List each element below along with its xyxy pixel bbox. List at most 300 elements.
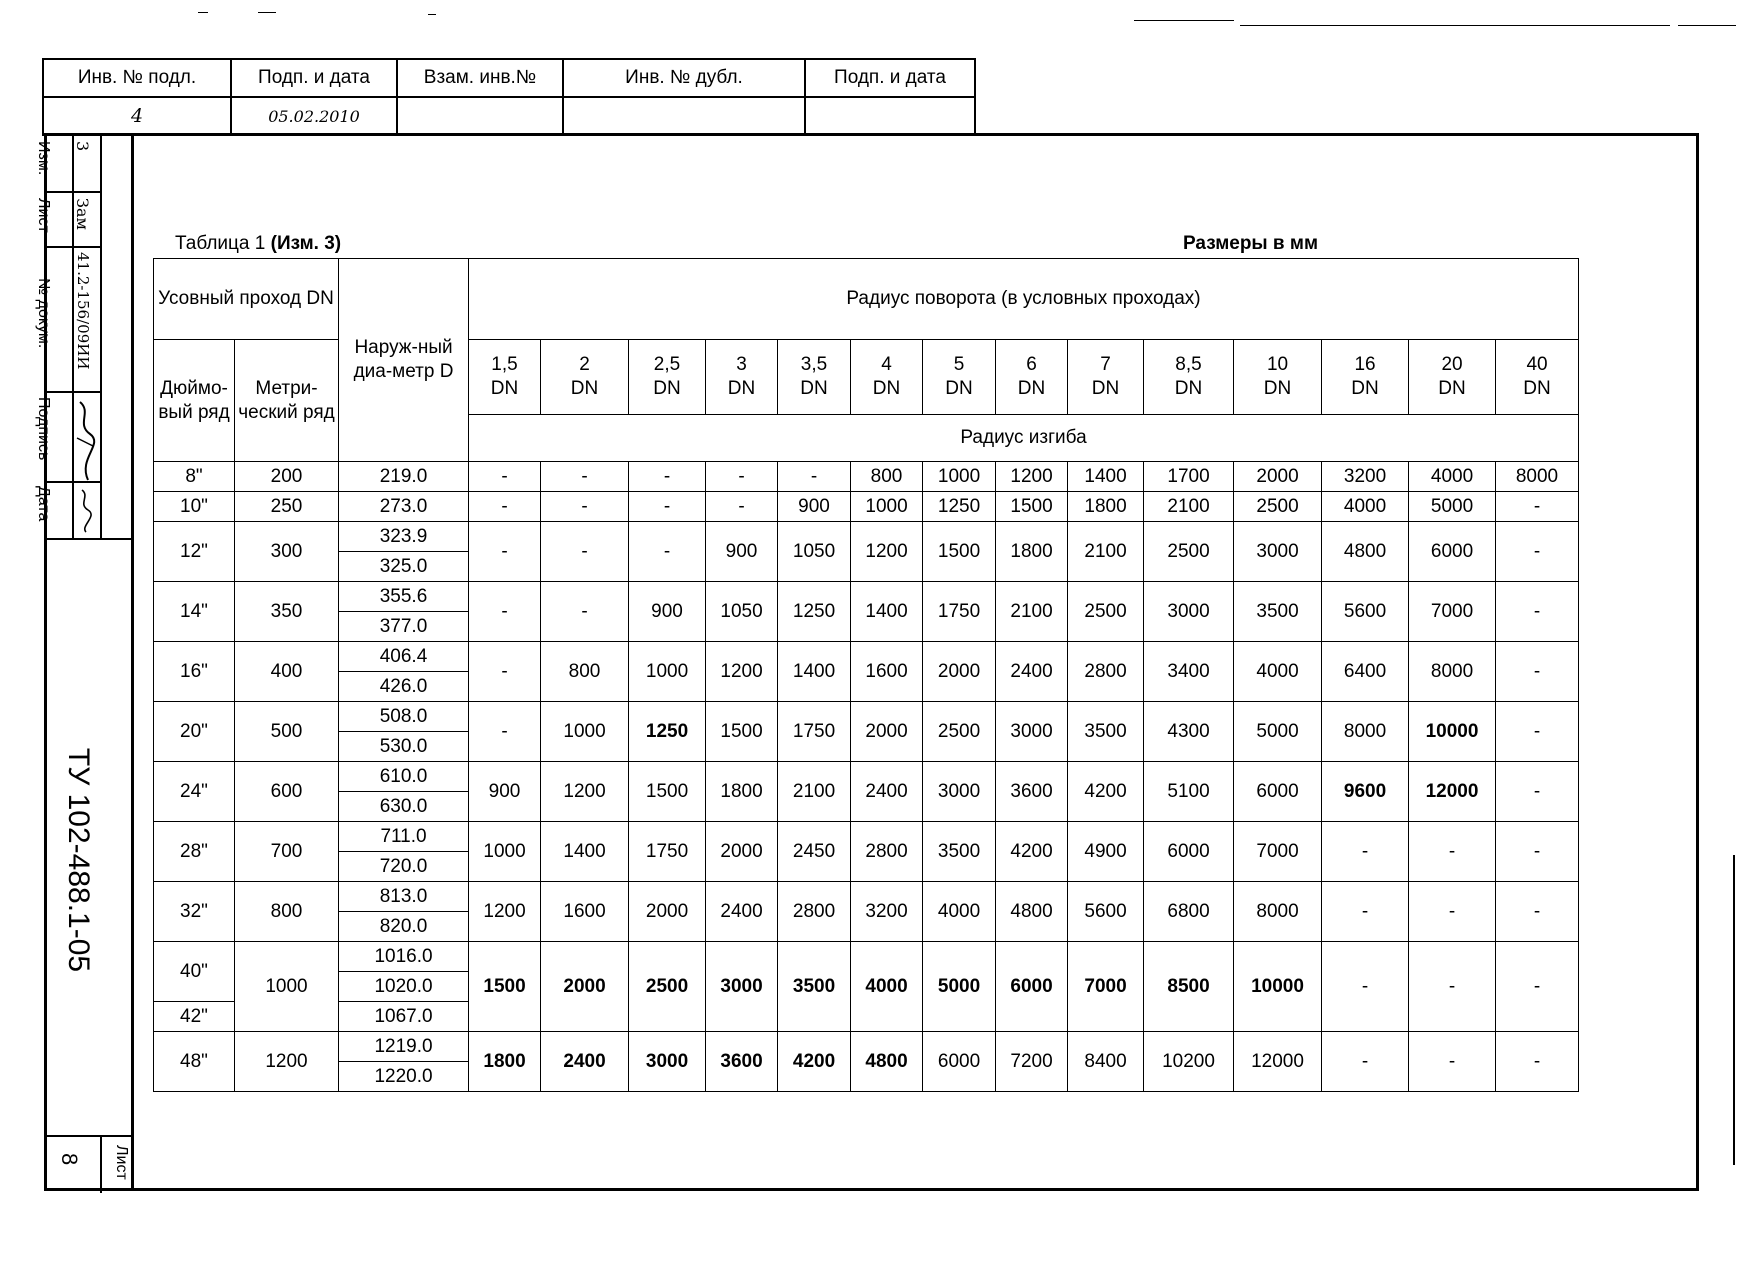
cell-radius: 1500 — [706, 702, 778, 762]
multiplier-unit: DN — [1174, 378, 1203, 399]
header-multiplier — [778, 340, 851, 415]
cell-radius: - — [1496, 822, 1579, 882]
cell-radius: - — [1496, 762, 1579, 822]
cell-radius: 2500 — [923, 702, 996, 762]
cell-radius: 4000 — [923, 882, 996, 942]
multiplier-unit: DN — [1351, 378, 1379, 399]
cell-radius: - — [541, 492, 629, 522]
multiplier-unit: DN — [727, 378, 756, 399]
cell-outer-diameter: 530.0 — [339, 732, 469, 762]
header-multiplier — [923, 340, 996, 415]
units-note: Размеры в мм — [1183, 233, 1318, 254]
cell-radius: 2450 — [778, 822, 851, 882]
cell-metric: 700 — [235, 822, 339, 882]
cell-radius: 800 — [541, 642, 629, 702]
header-dn: Усовный проход DN — [154, 259, 339, 340]
cell-outer-diameter: 1067.0 — [339, 1002, 469, 1032]
margin-line — [1733, 855, 1735, 1165]
cell-radius: 1050 — [778, 522, 851, 582]
cell-radius: - — [541, 582, 629, 642]
cell-metric: 500 — [235, 702, 339, 762]
cell-radius: 800 — [851, 462, 923, 492]
cell-radius: - — [1322, 1032, 1409, 1092]
top-mark — [1134, 20, 1234, 21]
cell-radius: 6400 — [1322, 642, 1409, 702]
cell-inch: 16" — [154, 642, 235, 702]
cell-outer-diameter: 1016.0 — [339, 942, 469, 972]
cell-radius: 2400 — [706, 882, 778, 942]
header-multiplier — [1322, 340, 1409, 415]
cell-radius: 1500 — [996, 492, 1068, 522]
cell-radius: - — [778, 462, 851, 492]
cell-radius: 2100 — [1068, 522, 1144, 582]
table-row — [154, 702, 1579, 732]
cell-metric: 200 — [235, 462, 339, 492]
multiplier-value: 20 — [1441, 354, 1463, 376]
cell-outer-diameter: 820.0 — [339, 912, 469, 942]
cell-radius: 4800 — [1322, 522, 1409, 582]
table-caption — [175, 233, 341, 255]
cell-outer-diameter: 813.0 — [339, 882, 469, 912]
cell-inch: 40" — [154, 942, 235, 1002]
cell-radius: 1250 — [629, 702, 706, 762]
cell-radius: 4900 — [1068, 822, 1144, 882]
cell-radius: 4000 — [1234, 642, 1322, 702]
cell-outer-diameter: 1220.0 — [339, 1062, 469, 1092]
date-mark — [74, 486, 96, 536]
cell-radius: 1800 — [1068, 492, 1144, 522]
cell-radius: 6000 — [923, 1032, 996, 1092]
stamp-empty — [805, 97, 975, 135]
cell-outer-diameter: 1020.0 — [339, 972, 469, 1002]
cell-radius: 3200 — [851, 882, 923, 942]
cell-radius: - — [1409, 822, 1496, 882]
cell-radius: 3600 — [996, 762, 1068, 822]
cell-radius: 1800 — [996, 522, 1068, 582]
cell-radius: 2500 — [1234, 492, 1322, 522]
header-multiplier — [1496, 340, 1579, 415]
stamp-empty — [563, 97, 805, 135]
cell-radius: - — [469, 492, 541, 522]
strip-value-doc: 41.2-156/09ИИ — [74, 252, 92, 370]
cell-metric: 1000 — [235, 942, 339, 1032]
cell-radius: 4000 — [851, 942, 923, 1032]
cell-radius: 3000 — [706, 942, 778, 1032]
cell-radius: 5000 — [923, 942, 996, 1032]
cell-radius: 1200 — [996, 462, 1068, 492]
multiplier-value: 6 — [1026, 354, 1037, 376]
cell-outer-diameter: 720.0 — [339, 852, 469, 882]
header-multiplier — [629, 340, 706, 415]
cell-radius: - — [1322, 822, 1409, 882]
cell-outer-diameter: 406.4 — [339, 642, 469, 672]
strip-value-list: Зам — [73, 198, 92, 230]
strip-divider — [100, 1137, 102, 1193]
cell-radius: 1200 — [851, 522, 923, 582]
cell-radius: 2000 — [541, 942, 629, 1032]
cell-inch: 28" — [154, 822, 235, 882]
cell-radius: 4200 — [996, 822, 1068, 882]
multiplier-value: 2 — [579, 354, 590, 376]
table-row — [154, 462, 1579, 492]
cell-radius: 2000 — [923, 642, 996, 702]
cell-radius: 2500 — [629, 942, 706, 1032]
cell-radius: - — [1496, 582, 1579, 642]
cell-radius: 4800 — [996, 882, 1068, 942]
stamp-header: Инв. № подл. — [43, 59, 231, 97]
multiplier-unit: DN — [570, 378, 599, 399]
cell-radius: 4200 — [778, 1032, 851, 1092]
cell-metric: 300 — [235, 522, 339, 582]
cell-radius: 1500 — [469, 942, 541, 1032]
cell-inch: 24" — [154, 762, 235, 822]
cell-radius: 12000 — [1409, 762, 1496, 822]
cell-radius: 5100 — [1144, 762, 1234, 822]
cell-radius: 6000 — [996, 942, 1068, 1032]
cell-outer-diameter: 610.0 — [339, 762, 469, 792]
header-multiplier — [469, 340, 541, 415]
cell-radius: 1400 — [778, 642, 851, 702]
strip-divider — [44, 246, 100, 248]
cell-metric: 800 — [235, 882, 339, 942]
cell-radius: 6000 — [1144, 822, 1234, 882]
header-multiplier — [541, 340, 629, 415]
strip-label-izm: Изм. — [35, 141, 52, 176]
multiplier-unit: DN — [653, 378, 681, 399]
sheet-number-box — [44, 1135, 134, 1191]
cell-outer-diameter: 219.0 — [339, 462, 469, 492]
cell-radius: 1500 — [923, 522, 996, 582]
top-mark — [198, 12, 208, 13]
header-multiplier — [706, 340, 778, 415]
cell-radius: - — [1409, 882, 1496, 942]
cell-metric: 1200 — [235, 1032, 339, 1092]
cell-radius: - — [629, 522, 706, 582]
cell-radius: 1750 — [778, 702, 851, 762]
strip-divider — [44, 538, 131, 540]
cell-radius: 2000 — [851, 702, 923, 762]
cell-inch: 8" — [154, 462, 235, 492]
header-turn-radius: Радиус поворота (в условных проходах) — [469, 259, 1579, 340]
cell-radius: 1250 — [778, 582, 851, 642]
cell-radius: 7000 — [1068, 942, 1144, 1032]
cell-radius: 8000 — [1409, 642, 1496, 702]
top-mark — [258, 12, 276, 13]
cell-radius: 1000 — [469, 822, 541, 882]
cell-radius: 900 — [469, 762, 541, 822]
cell-radius: 1250 — [923, 492, 996, 522]
multiplier-value: 7 — [1100, 354, 1111, 376]
cell-radius: - — [1496, 492, 1579, 522]
cell-radius: 4300 — [1144, 702, 1234, 762]
cell-radius: - — [1496, 522, 1579, 582]
cell-radius: 4000 — [1322, 492, 1409, 522]
multiplier-value: 2,5 — [653, 354, 681, 376]
strip-label-sign: Подпись — [35, 397, 52, 461]
table-row — [154, 942, 1579, 972]
cell-radius: - — [1496, 882, 1579, 942]
cell-radius: 6000 — [1409, 522, 1496, 582]
multiplier-unit: DN — [1017, 378, 1046, 399]
cell-radius: 1600 — [541, 882, 629, 942]
header-inch-series: Дюймо-вый ряд — [154, 340, 235, 462]
stamp-header: Инв. № дубл. — [563, 59, 805, 97]
stamp-inv-no: 4 — [43, 97, 231, 135]
multiplier-value: 5 — [953, 354, 965, 376]
multiplier-unit: DN — [872, 378, 901, 399]
header-multiplier — [1234, 340, 1322, 415]
cell-radius: 1000 — [629, 642, 706, 702]
table-row — [154, 492, 1579, 522]
cell-radius: - — [1409, 1032, 1496, 1092]
cell-radius: 1600 — [851, 642, 923, 702]
cell-radius: 2500 — [1144, 522, 1234, 582]
top-mark — [428, 14, 436, 15]
cell-radius: - — [1496, 1032, 1579, 1092]
cell-radius: - — [541, 522, 629, 582]
cell-radius: 5600 — [1322, 582, 1409, 642]
cell-radius: 3000 — [629, 1032, 706, 1092]
cell-radius: 8000 — [1496, 462, 1579, 492]
cell-metric: 400 — [235, 642, 339, 702]
cell-radius: 3500 — [778, 942, 851, 1032]
cell-radius: 8000 — [1322, 702, 1409, 762]
cell-radius: 2400 — [851, 762, 923, 822]
cell-radius: 1800 — [706, 762, 778, 822]
cell-radius: - — [629, 462, 706, 492]
cell-radius: 2100 — [778, 762, 851, 822]
cell-radius: - — [469, 702, 541, 762]
cell-inch: 10" — [154, 492, 235, 522]
cell-radius: 3000 — [923, 762, 996, 822]
cell-radius: 4000 — [1409, 462, 1496, 492]
cell-outer-diameter: 426.0 — [339, 672, 469, 702]
multiplier-value: 3 — [736, 354, 747, 376]
table-row — [154, 882, 1579, 912]
top-mark — [1240, 25, 1670, 26]
multiplier-unit: DN — [800, 378, 828, 399]
cell-inch: 32" — [154, 882, 235, 942]
cell-radius: 1200 — [541, 762, 629, 822]
strip-label-date: Дата — [35, 486, 52, 522]
cell-radius: 3000 — [1234, 522, 1322, 582]
cell-outer-diameter: 325.0 — [339, 552, 469, 582]
cell-radius: 3000 — [996, 702, 1068, 762]
cell-radius: 10200 — [1144, 1032, 1234, 1092]
cell-radius: 8400 — [1068, 1032, 1144, 1092]
cell-radius: - — [1322, 882, 1409, 942]
table-row — [154, 762, 1579, 792]
cell-radius: 2800 — [778, 882, 851, 942]
cell-radius: 2100 — [1144, 492, 1234, 522]
header-multiplier — [1409, 340, 1496, 415]
table-row — [154, 642, 1579, 672]
multiplier-value: 1,5 — [491, 354, 518, 376]
multiplier-unit: DN — [945, 378, 973, 399]
cell-radius: 2000 — [1234, 462, 1322, 492]
cell-inch: 42" — [154, 1002, 235, 1032]
cell-radius: - — [469, 462, 541, 492]
cell-radius: 900 — [629, 582, 706, 642]
cell-inch: 20" — [154, 702, 235, 762]
table-row — [154, 582, 1579, 612]
strip-divider — [100, 133, 102, 538]
strip-divider — [44, 191, 100, 193]
cell-radius: 3000 — [1144, 582, 1234, 642]
cell-inch: 48" — [154, 1032, 235, 1092]
cell-outer-diameter: 1219.0 — [339, 1032, 469, 1062]
multiplier-unit: DN — [1523, 378, 1551, 399]
cell-outer-diameter: 630.0 — [339, 792, 469, 822]
table-row — [154, 522, 1579, 552]
cell-radius: 5000 — [1409, 492, 1496, 522]
multiplier-value: 40 — [1526, 354, 1548, 376]
cell-radius: 7000 — [1409, 582, 1496, 642]
cell-outer-diameter: 273.0 — [339, 492, 469, 522]
cell-radius: - — [1496, 642, 1579, 702]
cell-radius: 4800 — [851, 1032, 923, 1092]
multiplier-unit: DN — [1438, 378, 1466, 399]
cell-outer-diameter: 323.9 — [339, 522, 469, 552]
stamp-empty — [397, 97, 563, 135]
cell-radius: 4200 — [1068, 762, 1144, 822]
cell-radius: 3500 — [1068, 702, 1144, 762]
cell-radius: 900 — [778, 492, 851, 522]
stamp-header: Подп. и дата — [231, 59, 397, 97]
cell-radius: 9600 — [1322, 762, 1409, 822]
bend-radius-table — [153, 258, 1579, 1092]
cell-radius: - — [1496, 702, 1579, 762]
sheet-label: Лист — [113, 1145, 130, 1180]
multiplier-value: 16 — [1354, 354, 1376, 376]
multiplier-unit: DN — [1091, 378, 1120, 399]
multiplier-value: 4 — [881, 354, 892, 376]
cell-outer-diameter: 355.6 — [339, 582, 469, 612]
cell-radius: 5000 — [1234, 702, 1322, 762]
cell-radius: 12000 — [1234, 1032, 1322, 1092]
cell-radius: 1200 — [706, 642, 778, 702]
cell-radius: - — [706, 492, 778, 522]
multiplier-value: 8,5 — [1175, 354, 1202, 376]
approval-stamp — [42, 58, 976, 136]
header-multiplier — [1068, 340, 1144, 415]
cell-radius: 5600 — [1068, 882, 1144, 942]
cell-radius: - — [1496, 942, 1579, 1032]
cell-inch: 12" — [154, 522, 235, 582]
cell-radius: - — [469, 522, 541, 582]
stamp-header: Подп. и дата — [805, 59, 975, 97]
sheet-number: 8 — [57, 1153, 82, 1166]
cell-outer-diameter: 711.0 — [339, 822, 469, 852]
cell-radius: 3400 — [1144, 642, 1234, 702]
cell-metric: 350 — [235, 582, 339, 642]
caption-revision: (Изм. 3) — [270, 233, 342, 254]
cell-radius: 1400 — [851, 582, 923, 642]
header-multiplier — [1144, 340, 1234, 415]
cell-radius: 1400 — [541, 822, 629, 882]
top-mark — [1678, 25, 1736, 26]
cell-radius: 2100 — [996, 582, 1068, 642]
cell-radius: - — [1409, 942, 1496, 1032]
cell-radius: 2500 — [1068, 582, 1144, 642]
signature-mark — [74, 398, 96, 484]
cell-radius: 2400 — [996, 642, 1068, 702]
cell-radius: - — [1322, 942, 1409, 1032]
cell-radius: 3500 — [1234, 582, 1322, 642]
cell-radius: 1750 — [629, 822, 706, 882]
cell-radius: 1800 — [469, 1032, 541, 1092]
cell-radius: 1750 — [923, 582, 996, 642]
document-code: ТУ 102-488.1-05 — [62, 747, 95, 973]
table-row — [154, 1032, 1579, 1062]
cell-radius: - — [541, 462, 629, 492]
cell-outer-diameter: 508.0 — [339, 702, 469, 732]
header-multiplier — [851, 340, 923, 415]
cell-radius: 2000 — [706, 822, 778, 882]
multiplier-unit: DN — [1263, 378, 1292, 399]
cell-radius: 10000 — [1234, 942, 1322, 1032]
cell-radius: 8000 — [1234, 882, 1322, 942]
cell-outer-diameter: 377.0 — [339, 612, 469, 642]
header-outer-diameter: Наруж-ный диа-метр D — [339, 259, 469, 462]
cell-radius: 6800 — [1144, 882, 1234, 942]
cell-radius: 7000 — [1234, 822, 1322, 882]
header-metric-series: Метри-ческий ряд — [235, 340, 339, 462]
cell-radius: - — [706, 462, 778, 492]
cell-radius: 1400 — [1068, 462, 1144, 492]
cell-radius: 10000 — [1409, 702, 1496, 762]
cell-radius: 2400 — [541, 1032, 629, 1092]
cell-radius: 3200 — [1322, 462, 1409, 492]
cell-radius: 1000 — [923, 462, 996, 492]
cell-radius: - — [469, 642, 541, 702]
cell-radius: 2800 — [851, 822, 923, 882]
cell-radius: 2000 — [629, 882, 706, 942]
multiplier-value: 3,5 — [800, 354, 828, 376]
cell-inch: 14" — [154, 582, 235, 642]
cell-radius: 3600 — [706, 1032, 778, 1092]
cell-radius: 1500 — [629, 762, 706, 822]
stamp-sign-date: 05.02.2010 — [231, 97, 397, 135]
caption-text: Таблица 1 — [175, 233, 271, 254]
cell-metric: 600 — [235, 762, 339, 822]
cell-radius: 900 — [706, 522, 778, 582]
cell-radius: 3500 — [923, 822, 996, 882]
cell-radius: 1200 — [469, 882, 541, 942]
strip-divider — [44, 391, 100, 393]
multiplier-unit: DN — [490, 378, 519, 399]
table-row — [154, 822, 1579, 852]
stamp-header: Взам. инв.№ — [397, 59, 563, 97]
cell-radius: 7200 — [996, 1032, 1068, 1092]
cell-radius: - — [629, 492, 706, 522]
cell-radius: 8500 — [1144, 942, 1234, 1032]
cell-radius: 1000 — [851, 492, 923, 522]
strip-label-list: Лист — [35, 198, 52, 233]
cell-radius: 6000 — [1234, 762, 1322, 822]
header-multiplier — [996, 340, 1068, 415]
cell-metric: 250 — [235, 492, 339, 522]
strip-label-doc: № докум. — [35, 278, 52, 349]
cell-radius: 1050 — [706, 582, 778, 642]
cell-radius: - — [469, 582, 541, 642]
cell-radius: 1000 — [541, 702, 629, 762]
header-bend-radius: Радиус изгиба — [469, 415, 1579, 462]
cell-radius: 2800 — [1068, 642, 1144, 702]
strip-value-izm: 3 — [73, 141, 92, 152]
cell-radius: 1700 — [1144, 462, 1234, 492]
multiplier-value: 10 — [1266, 354, 1289, 376]
